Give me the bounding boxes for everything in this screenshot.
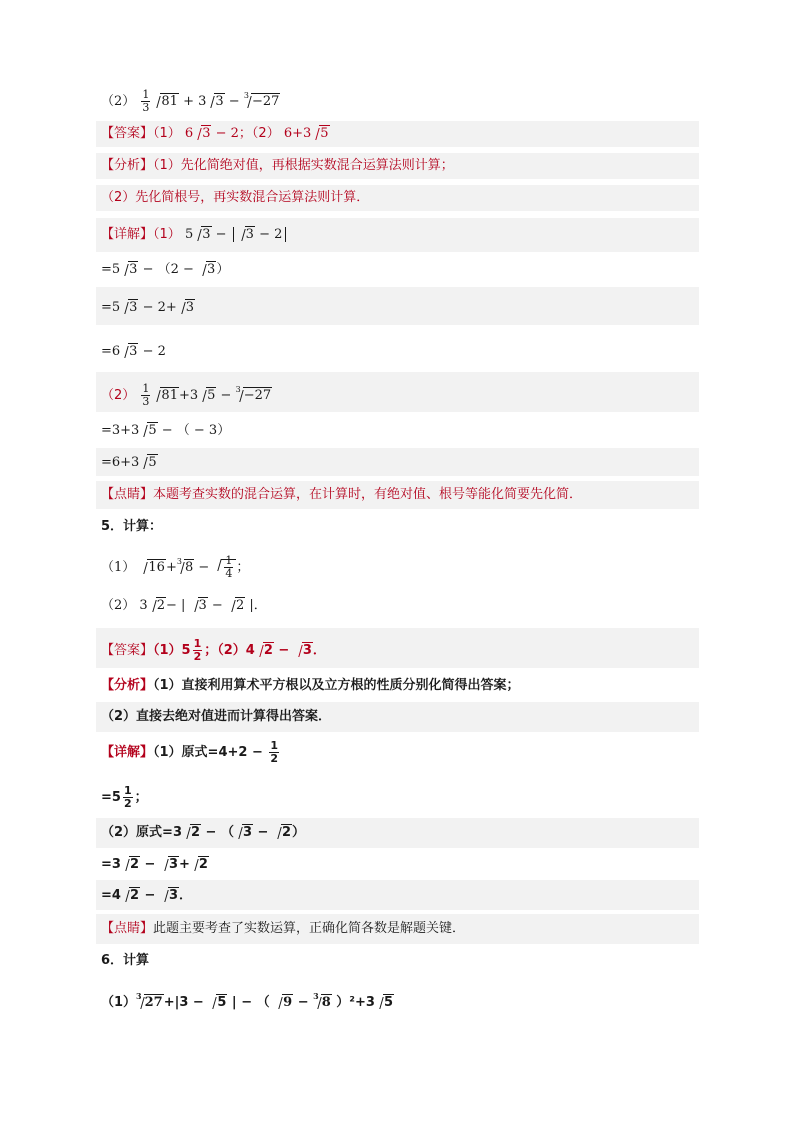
- answer-line-4: 【答案】（1） 6 3 − 2；（2） 6+3 5: [96, 121, 699, 147]
- comment-text: 此题主要考查了实数运算，正确化简各数是解题关键．: [153, 921, 466, 936]
- question-5-part-1: （1） 16+$^3$ 8 − $\frac{1}{4}$ ；: [101, 554, 250, 580]
- comment-line-4: [96, 481, 699, 509]
- answer-label: 【答案】: [101, 643, 154, 658]
- analysis-line-4a: [96, 153, 699, 179]
- analysis-text: （1）直接利用算术平方根以及立方根的性质分别化简得出答案；: [153, 678, 520, 693]
- detail-step: =6 3 − 2: [96, 342, 699, 362]
- detail-line-5b: （2）原式=3 2 − （ 3 − 2）: [96, 818, 699, 848]
- detail-line-4b: （2） $\frac{1}{3}$ 81+3 5 − $^3$ −27: [96, 372, 699, 412]
- question-6-part-1: $(1)^3$ 27+|3 − 5 | − （ 9 − $^3$ 8 ）²+3 5: [96, 986, 699, 1013]
- detail-step: =5 $\frac{1}{2}$ ；: [101, 784, 148, 810]
- question-5-part-2: （2） 3 2− | 3 − 2 |．: [96, 596, 699, 616]
- analysis-label: 【分析】: [101, 158, 154, 173]
- detail-label: 【详解】: [101, 227, 154, 242]
- analysis-line-5b: [96, 702, 699, 732]
- question-5-title: 5．计算：: [101, 519, 163, 534]
- detail-line-4a: 【详解】（1） 5 3 − 3 − 2: [96, 218, 699, 252]
- answer-line-5: 【答案】（1）5 $\frac{1}{2}$ ；（2）4 2 − 3．: [96, 628, 699, 668]
- analysis-label: 【分析】: [101, 678, 154, 693]
- analysis-text: （2）直接去绝对值进而计算得出答案．: [101, 709, 332, 724]
- detail-step: =4 2 − 3．: [96, 880, 699, 910]
- problem-4-part-2: （2） $\frac{1}{3}$ 81 + 3 3 − $^3$ −27: [101, 88, 280, 114]
- analysis-text: （2）先化简根号，再实数混合运算法则计算．: [101, 190, 370, 205]
- analysis-line-4b: [96, 185, 699, 211]
- question-6-title: 6．计算: [101, 953, 150, 968]
- detail-step: =5 3 − 2+ 3: [96, 287, 699, 325]
- analysis-text: （1）先化简绝对值，再根据实数混合运算法则计算；: [153, 158, 454, 173]
- detail-step: =6+3 5: [96, 448, 699, 476]
- comment-text: 本题考查实数的混合运算，在计算时，有绝对值、根号等能化简要先化简．: [153, 487, 583, 502]
- comment-line-5: [96, 914, 699, 944]
- detail-step: =3 2 − 3+ 2: [96, 855, 699, 875]
- detail-line-5a: 【详解】（1）原式=4+2 − $\frac{1}{2}$: [101, 739, 279, 765]
- detail-label: 【详解】: [101, 745, 154, 760]
- detail-step: =3+3 5 − （ − 3）: [96, 421, 699, 441]
- analysis-line-5a: [96, 676, 699, 696]
- detail-step: =5 3 − （2 − 3）: [96, 260, 699, 280]
- comment-label: 【点睛】: [101, 487, 154, 502]
- answer-label: 【答案】: [101, 126, 154, 141]
- comment-label: 【点睛】: [101, 921, 154, 936]
